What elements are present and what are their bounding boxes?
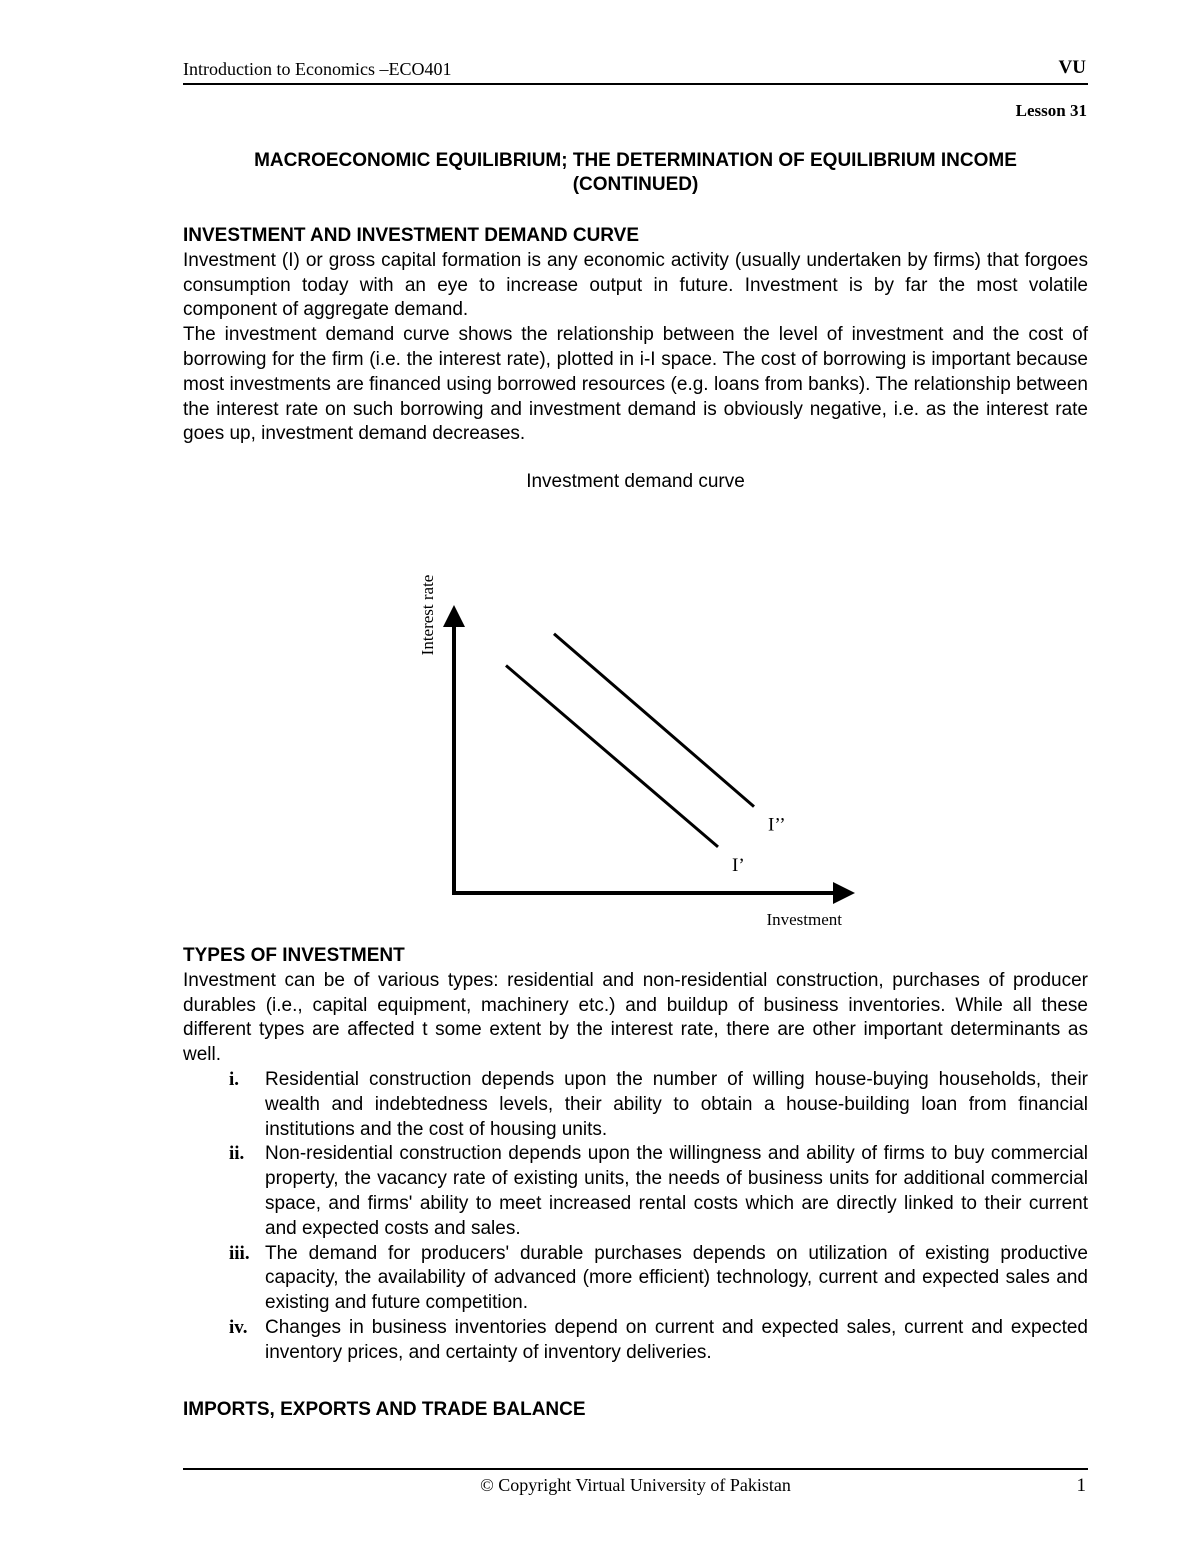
series-line-1 (506, 665, 718, 846)
section-heading: IMPORTS, EXPORTS AND TRADE BALANCE (183, 1399, 586, 1420)
x-axis-arrow (833, 882, 855, 904)
y-axis-label: Interest rate (418, 574, 437, 656)
page-title-line2: (CONTINUED) (572, 174, 699, 195)
institution-abbr: VU (1058, 57, 1086, 78)
y-axis-arrow (443, 605, 465, 627)
x-axis-label: Investment (766, 910, 842, 929)
list-item-number: ii. (229, 1143, 245, 1165)
list-item-text: The demand for producers' durable purchases depends on utilization of existing productive capacity, the availability of advanced (more efficient) technology, current and expected sales and existing and future competition. (265, 1242, 1088, 1314)
page-number: 1 (1076, 1475, 1086, 1496)
page-title-line1: MACROECONOMIC EQUILIBRIUM; THE DETERMINATION OF EQUILIBRIUM INCOME (254, 150, 1017, 171)
figure-caption: Investment demand curve (526, 471, 745, 492)
lesson-number: Lesson 31 (1015, 101, 1087, 120)
list-item-number: iv. (229, 1316, 248, 1338)
list-item-text: Residential construction depends upon the number of willing house-buying households, their wealth and indebtedness levels, their ability to obtain a house-building loan from financial institutions and the cost of housing units. (265, 1068, 1088, 1140)
series-line-2 (554, 634, 754, 807)
paragraph: Investment can be of various types: residential and non-residential construction, purchases of producer durables (i.e., capital equipment, machinery etc.) and buildup of business inventories. While all these different types are affected t some extent by the interest rate, there are other important determinants as well. (183, 969, 1088, 1066)
list-item-text: Changes in business inventories depend on current and expected sales, current and expected inventory prices, and certainty of inventory deliveries. (265, 1316, 1088, 1363)
list-item (183, 1316, 1088, 1366)
copyright-notice: © Copyright Virtual University of Pakistan (480, 1475, 791, 1495)
list-item-number: iii. (229, 1242, 250, 1264)
section-heading: TYPES OF INVESTMENT (183, 945, 405, 966)
chart-series (506, 634, 786, 876)
section-heading: INVESTMENT AND INVESTMENT DEMAND CURVE (183, 225, 640, 246)
section-investment (183, 224, 1088, 447)
page-footer (183, 1468, 1088, 1500)
paragraph: The investment demand curve shows the relationship between the level of investment and the cost of borrowing for the firm (i.e. the interest rate), plotted in i-I space. The cost of borrowing is important because most investments are financed using borrowed resources (e.g. loans from banks). The relationship between the interest rate on such borrowing and investment demand is obviously negative, i.e. as the interest rate goes up, investment demand decreases. (183, 324, 1088, 445)
list-item (183, 1068, 1088, 1142)
list-item (183, 1242, 1088, 1316)
series-label-1: I’ (732, 854, 745, 876)
course-title: Introduction to Economics –ECO401 (183, 59, 452, 79)
list-item-text: Non-residential construction depends upon the willingness and ability of firms to buy commercial property, the vacancy rate of existing units, the needs of business units for additional commercial space, and firms' ability to meet increased rental costs which are directly linked to their current and expected costs and sales. (265, 1143, 1088, 1239)
investment-types-list (183, 1068, 1088, 1366)
page-title (183, 149, 1088, 197)
section-types-of-investment (183, 944, 1088, 1366)
paragraph: Investment (I) or gross capital formation is any economic activity (usually undertaken by firms) that forgoes consumption today with an eye to increase output in future. Investment is by far the most volatile component of aggregate demand. (183, 249, 1088, 321)
page-header (183, 57, 1088, 85)
list-item (183, 1142, 1088, 1241)
series-label-2: I’’ (768, 814, 786, 836)
investment-demand-chart (400, 555, 870, 940)
section-imports-exports (183, 1398, 1088, 1423)
chart-axes (443, 605, 855, 904)
list-item-number: i. (229, 1068, 240, 1090)
